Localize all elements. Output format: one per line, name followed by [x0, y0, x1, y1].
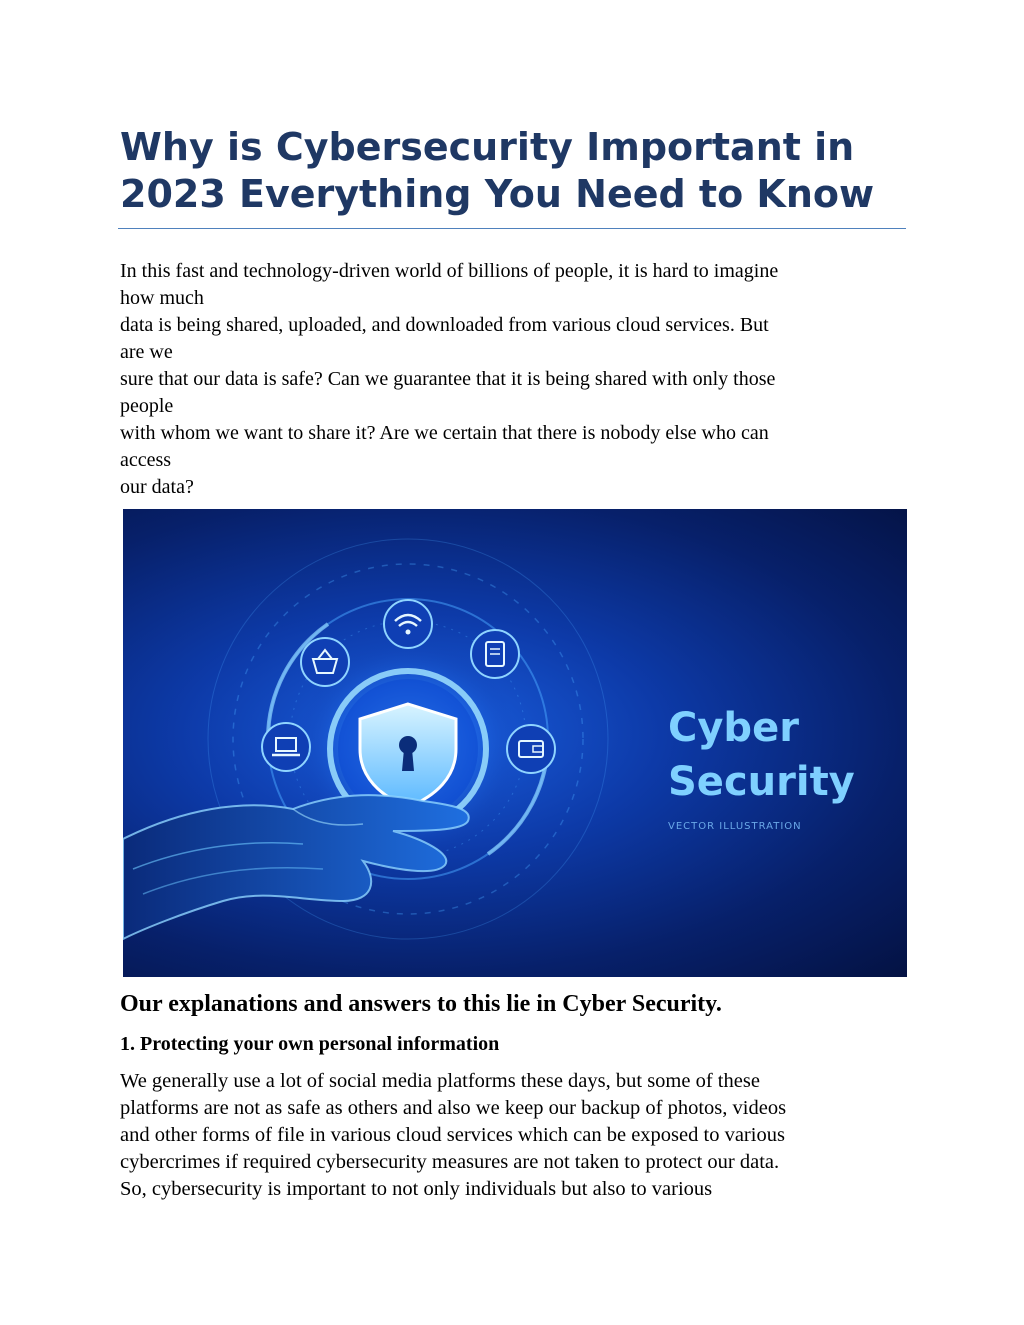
page-title — [120, 124, 910, 218]
body-line: and other forms of file in various cloud services which can be exposed to various — [120, 1124, 785, 1146]
body-line: So, cybersecurity is important to not only individuals but also to various — [120, 1178, 713, 1200]
intro-line: our data? — [120, 476, 194, 498]
body-paragraph — [120, 1068, 910, 1203]
title-line-2: 2023 Everything You Need to Know — [120, 172, 875, 216]
hero-headline-line-2: Security — [668, 759, 855, 805]
hero-headline-line-1: Cyber — [668, 705, 799, 751]
intro-paragraph — [120, 258, 910, 501]
body-line: cybercrimes if required cybersecurity measures are not taken to protect our data. — [120, 1151, 780, 1173]
title-line-1: Why is Cybersecurity Important in — [120, 125, 855, 169]
robot-hand — [123, 795, 469, 939]
wallet-icon — [507, 725, 555, 773]
basket-icon — [301, 638, 349, 686]
intro-line: with whom we want to share it? Are we certain that there is nobody else who can — [120, 422, 769, 444]
section-heading: Our explanations and answers to this lie in Cyber Security. — [120, 991, 722, 1017]
body-line: platforms are not as safe as others and also we keep our backup of photos, videos — [120, 1097, 787, 1119]
title-underline — [118, 228, 906, 229]
intro-line: how much — [120, 287, 204, 309]
intro-line: people — [120, 395, 174, 417]
notebook-icon — [471, 630, 519, 678]
wifi-icon — [384, 600, 432, 648]
intro-line: In this fast and technology-driven world of billions of people, it is hard to imagine — [120, 260, 779, 282]
laptop-icon — [262, 723, 310, 771]
hero-image — [123, 509, 907, 977]
intro-line: are we — [120, 341, 173, 363]
intro-line: access — [120, 449, 172, 471]
intro-line: data is being shared, uploaded, and downloaded from various cloud services. But — [120, 314, 769, 336]
body-line: We generally use a lot of social media platforms these days, but some of these — [120, 1070, 760, 1092]
intro-line: sure that our data is safe? Can we guarantee that it is being shared with only those — [120, 368, 776, 390]
subsection-heading: 1. Protecting your own personal information — [120, 1033, 500, 1055]
hero-caption: VECTOR ILLUSTRATION — [668, 821, 802, 832]
